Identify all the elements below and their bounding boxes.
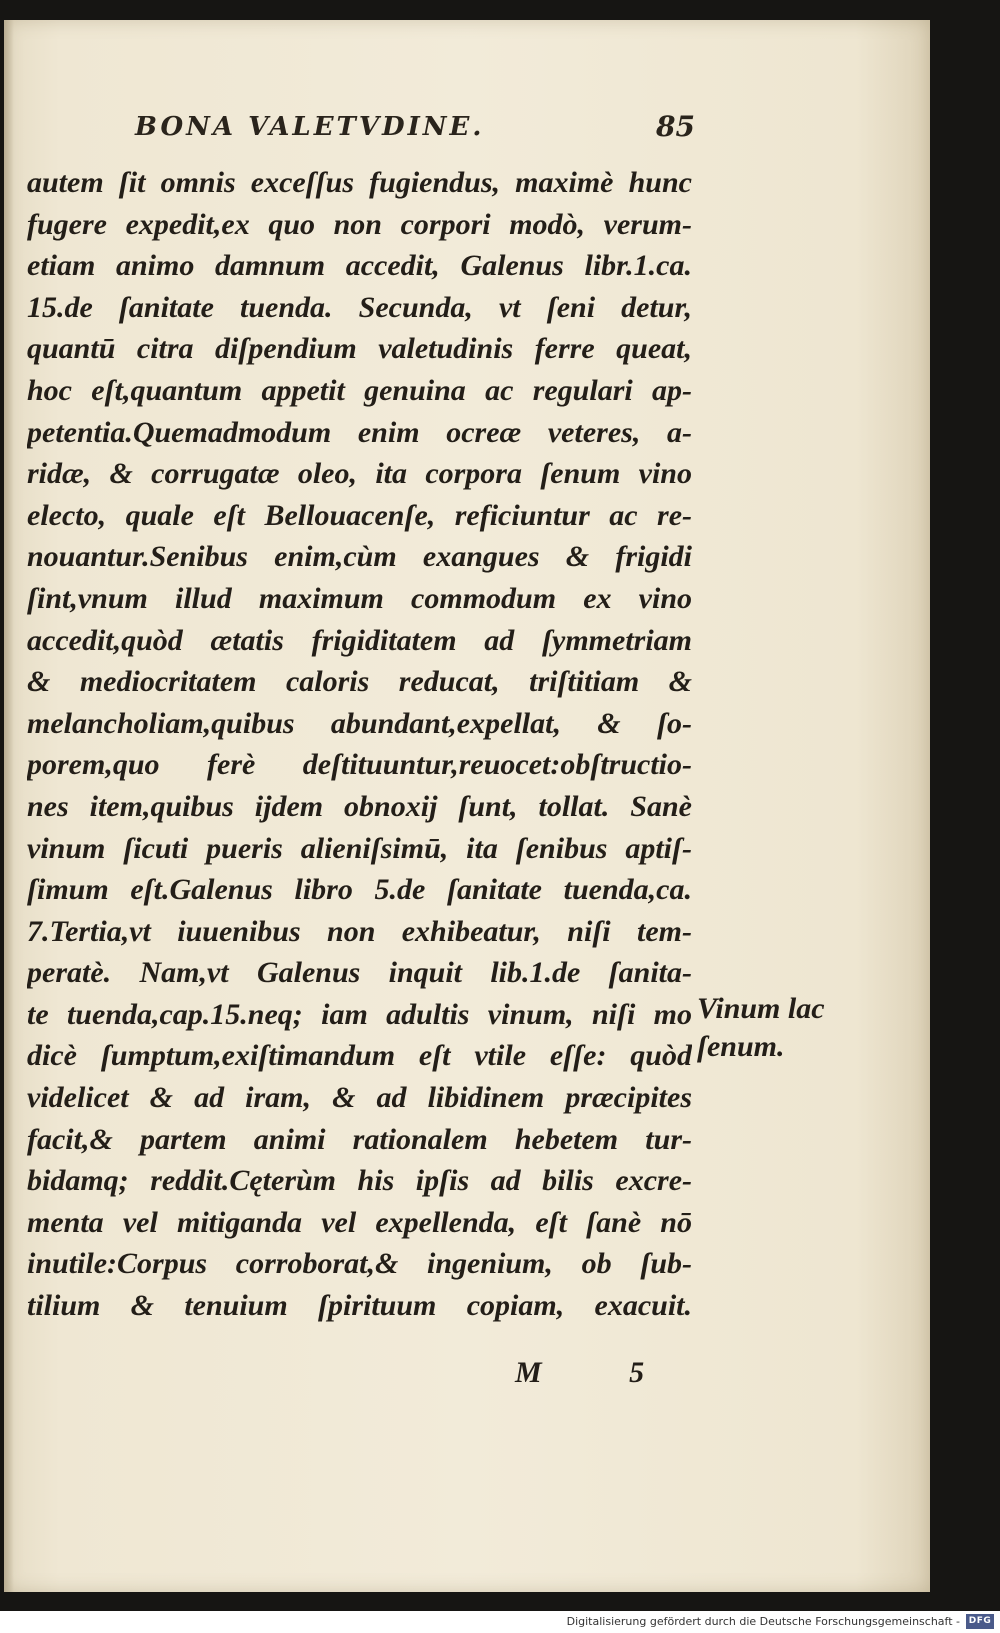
text-line: menta vel mitiganda vel expellenda, eſt ſanè nō: [27, 1205, 692, 1239]
text-line: inutile:Corpus corroborat,& ingenium, ob ſub-: [27, 1247, 692, 1281]
text-line: ſint,vnum illud maximum commodum ex vino: [27, 581, 692, 615]
text-line: ridæ, & corrugatæ oleo, ita corpora ſenum vino: [27, 457, 692, 491]
digitization-footer: [0, 1611, 1000, 1633]
text-line: melancholiam,quibus abundant,expellat, & ſo-: [27, 706, 692, 740]
text-line: autem ſit omnis exceſſus fugiendus, maximè hunc: [27, 166, 692, 199]
text-line: ſimum eſt.Galenus libro 5.de ſanitate tuenda,ca.: [27, 873, 692, 907]
text-line: 15.de ſanitate tuenda. Secunda, vt ſeni detur,: [27, 290, 692, 324]
page-gutter-shadow: [4, 20, 14, 1592]
text-line: facit,& partem animi rationalem hebetem tur-: [27, 1122, 692, 1156]
page-number: 85: [656, 110, 695, 143]
running-head: BONA VALETVDINE.: [135, 112, 485, 142]
text-line: etiam animo damnum accedit, Galenus libr.1.ca.: [27, 249, 692, 283]
text-line: accedit,quòd ætatis frigiditatem ad ſymmetriam: [27, 623, 692, 657]
text-line: videlicet & ad iram, & ad libidinem præcipites: [27, 1081, 692, 1115]
text-line: hoc eſt,quantum appetit genuina ac regulari ap-: [27, 373, 692, 407]
funding-credit: Digitalisierung gefördert durch die Deutsche Forschungsgemeinschaft -: [566, 1615, 960, 1628]
text-line: fugere expedit,ex quo non corpori modò, verum-: [27, 207, 692, 241]
text-line: electo, quale eſt Bellouacenſe, reficiuntur ac re-: [27, 498, 692, 532]
text-line: quantū citra diſpendium valetudinis ferre queat,: [27, 332, 692, 366]
text-line: 7.Tertia,vt iuuenibus non exhibeatur, niſi tem-: [27, 914, 692, 948]
main-text-block: [27, 162, 692, 1327]
signature-mark: M 5: [515, 1356, 685, 1389]
text-line: te tuenda,cap.15.neq; iam adultis vinum, niſi mo: [27, 997, 692, 1031]
dfg-logo: DFG: [966, 1614, 994, 1629]
text-line: bidamq; reddit.Cęterùm his ipſis ad bilis excre-: [27, 1164, 692, 1198]
marginal-note-line: ſenum.: [697, 1030, 785, 1063]
text-line: dicè ſumptum,exiſtimandum eſt vtile eſſe: quòd: [27, 1039, 692, 1073]
text-line: petentia.Quemadmodum enim ocreæ veteres, a-: [27, 415, 692, 449]
text-line: tilium & tenuium ſpirituum copiam, exacuit.: [27, 1289, 692, 1323]
text-line: nouantur.Senibus enim,cùm exangues & frigidi: [27, 540, 692, 574]
marginal-note: [697, 990, 847, 1066]
marginal-note-line: Vinum lac: [697, 992, 825, 1025]
text-line: porem,quo ferè deſtituuntur,reuocet:obſtructio-: [27, 748, 692, 782]
text-line: peratè. Nam,vt Galenus inquit lib.1.de ſanita-: [27, 956, 692, 990]
text-line: nes item,quibus ijdem obnoxij ſunt, tollat. Sanè: [27, 789, 692, 823]
page-header: [135, 108, 695, 148]
text-line: vinum ſicuti pueris alieniſsimū, ita ſenibus aptiſ-: [27, 831, 692, 865]
text-line: & mediocritatem caloris reducat, triſtitiam &: [27, 665, 692, 699]
